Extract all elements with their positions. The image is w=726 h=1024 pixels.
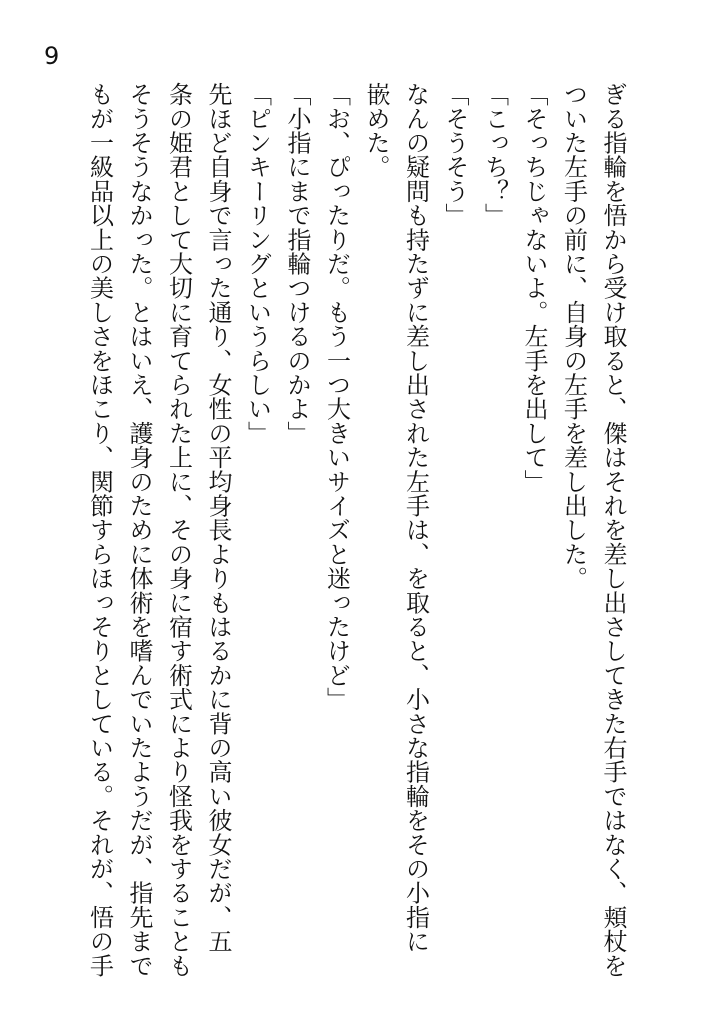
text-line: そうそうなかった。とはいえ、護身のために体術を嗜んでいたようだが、指先まで <box>125 82 153 978</box>
text-line: 「お、ぴったりだ。もう一つ大きいサイズと迷ったけど」 <box>322 82 351 712</box>
text-line: なんの疑問も持たずに差し出された左手は、を取ると、小さな指輪をその小指に <box>401 82 430 954</box>
text-line: 「こっち？」 <box>480 82 509 228</box>
text-line: 先ほど自身で言った通り、女性の平均身長よりもはるかに背の高い彼女だが、五 <box>204 82 232 954</box>
vertical-text-body <box>79 82 632 992</box>
text-line: 「小指にまで指輪つけるのかよ」 <box>283 82 311 445</box>
text-line: ついた左手の前に、自身の左手を差し出した。 <box>559 82 588 591</box>
text-line: 「そうそう」 <box>441 82 469 228</box>
text-line: 嵌めた。 <box>362 82 390 179</box>
text-line: 条の姫君として大切に育てられた上に、その身に宿す術式により怪我をすることも <box>164 82 193 978</box>
text-line: もが一級品以上の美しさをほこり、関節すらほっそりとしている。それが、悟の手 <box>85 82 114 978</box>
text-line: ぎる指輪を悟から受け取ると、傑はそれを差し出さしてきた右手ではなく、頬杖を <box>599 82 627 978</box>
text-line: 「そっちじゃないよ。左手を出して」 <box>520 82 548 494</box>
text-line: 「ピンキーリングというらしい」 <box>243 82 272 445</box>
page-number: 9 <box>44 42 60 70</box>
